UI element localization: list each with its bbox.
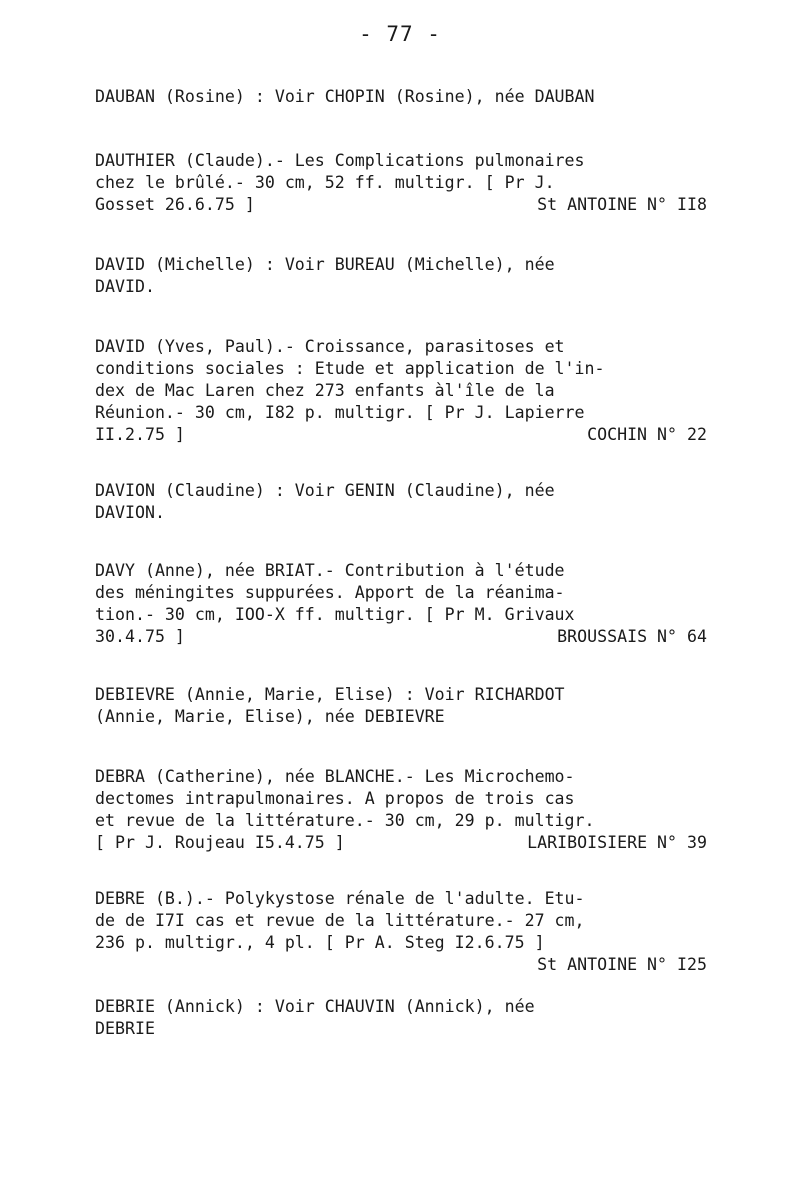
entry-line: des méningites suppurées. Apport de la réanima- — [95, 583, 565, 602]
entry-line: 236 p. multigr., 4 pl. [ Pr A. Steg I2.6.75 ] — [95, 933, 545, 952]
entry-reference: Gosset 26.6.75 ] — [95, 195, 255, 214]
entry-location: COCHIN N° 22 — [587, 425, 707, 444]
entry-line: dex de Mac Laren chez 273 enfants àl'île de la — [95, 381, 555, 400]
entry-line: DEBRE (B.).- Polykystose rénale de l'adulte. Etu- — [95, 889, 585, 908]
entry-line: de de I7I cas et revue de la littérature.- 27 cm, — [95, 911, 585, 930]
entry-line: Réunion.- 30 cm, I82 p. multigr. [ Pr J. Lapierre — [95, 403, 585, 422]
bibliography-entry — [95, 480, 707, 524]
entry-line: (Annie, Marie, Elise), née DEBIEVRE — [95, 707, 445, 726]
entry-line: DAVION (Claudine) : Voir GENIN (Claudine), née — [95, 481, 555, 500]
entry-line: DEBRA (Catherine), née BLANCHE.- Les Microchemo- — [95, 767, 575, 786]
bibliography-entry — [95, 560, 707, 648]
entry-location: LARIBOISIERE N° 39 — [527, 833, 707, 852]
bibliography-entry — [95, 336, 707, 446]
entry-last-line — [95, 626, 707, 648]
entry-line: DEBRIE (Annick) : Voir CHAUVIN (Annick), née — [95, 997, 535, 1016]
bibliography-entry — [95, 86, 707, 108]
entry-last-line — [95, 424, 707, 446]
entry-line: et revue de la littérature.- 30 cm, 29 p. multigr. — [95, 811, 595, 830]
bibliography-entry — [95, 888, 707, 976]
entry-last-line — [95, 194, 707, 216]
bibliography-entry — [95, 254, 707, 298]
entry-line: DAVID. — [95, 277, 155, 296]
bibliography-entry — [95, 150, 707, 216]
entry-line: DAVION. — [95, 503, 165, 522]
entry-line: DEBRIE — [95, 1019, 155, 1038]
entry-reference: [ Pr J. Roujeau I5.4.75 ] — [95, 833, 345, 852]
bibliography-entry — [95, 996, 707, 1040]
entry-line: chez le brûlé.- 30 cm, 52 ff. multigr. [ Pr J. — [95, 173, 555, 192]
entry-line: DEBIEVRE (Annie, Marie, Elise) : Voir RICHARDOT — [95, 685, 565, 704]
entry-location: St ANTOINE N° II8 — [537, 195, 707, 214]
entry-line: DAVID (Yves, Paul).- Croissance, parasitoses et — [95, 337, 565, 356]
entry-line: DAUTHIER (Claude).- Les Complications pulmonaires — [95, 151, 585, 170]
bibliography-entry — [95, 684, 707, 728]
entry-location: BROUSSAIS N° 64 — [557, 627, 707, 646]
bibliography-entry — [95, 766, 707, 854]
entry-line: conditions sociales : Etude et application de l'in- — [95, 359, 605, 378]
page-number: - 77 - — [359, 22, 441, 46]
entry-reference: 30.4.75 ] — [95, 627, 185, 646]
entry-location: St ANTOINE N° I25 — [537, 955, 707, 974]
entry-line: tion.- 30 cm, IOO-X ff. multigr. [ Pr M. Grivaux — [95, 605, 575, 624]
entry-line: dectomes intrapulmonaires. A propos de trois cas — [95, 789, 575, 808]
entry-line: DAVY (Anne), née BRIAT.- Contribution à l'étude — [95, 561, 565, 580]
entry-last-line — [95, 832, 707, 854]
entry-reference: II.2.75 ] — [95, 425, 185, 444]
entry-line: DAVID (Michelle) : Voir BUREAU (Michelle), née — [95, 255, 555, 274]
entry-line: DAUBAN (Rosine) : Voir CHOPIN (Rosine), née DAUBAN — [95, 87, 595, 106]
